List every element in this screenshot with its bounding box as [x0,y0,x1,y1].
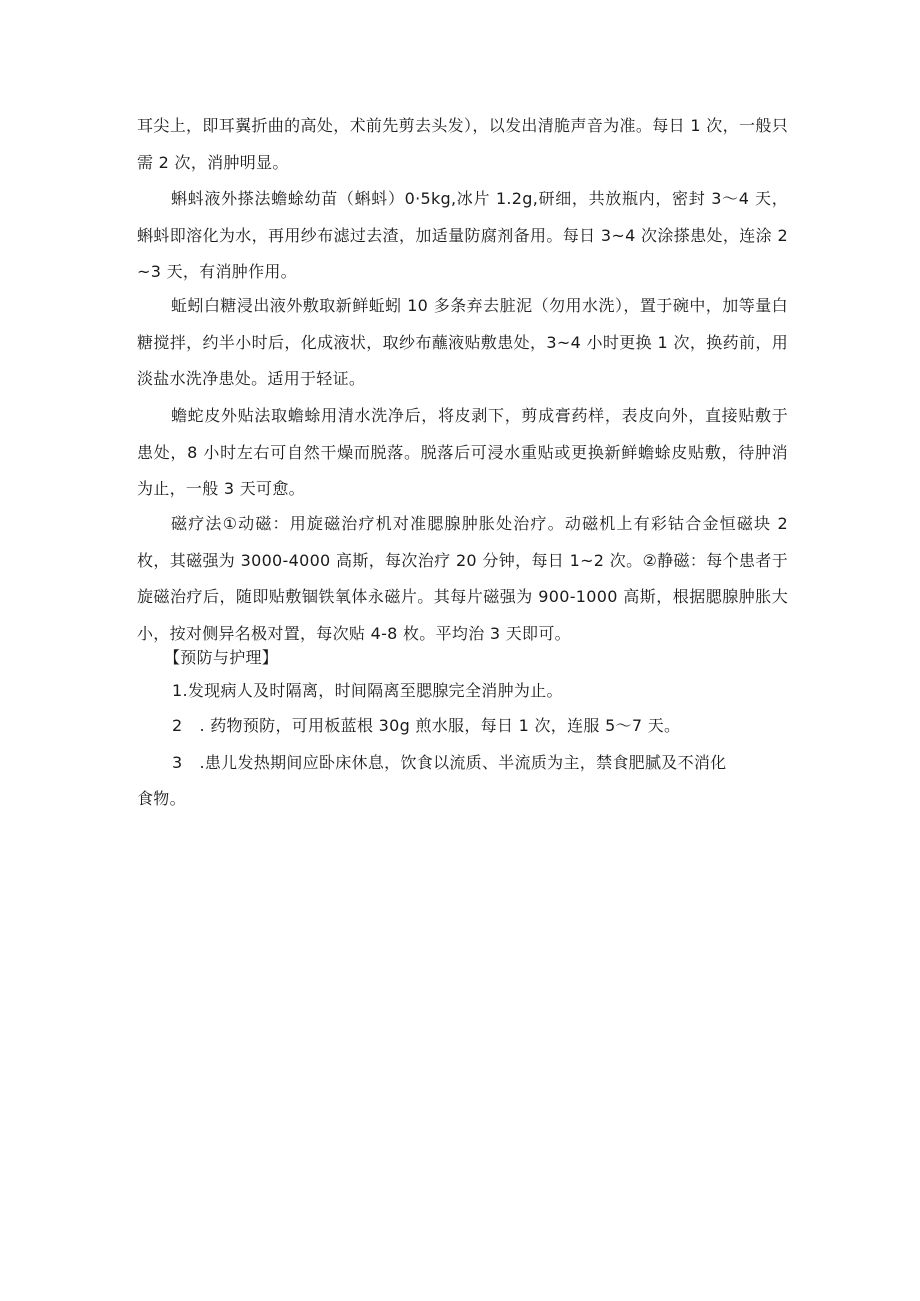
paragraph-continuation [137,108,788,181]
list-text: . 药物预防，可用板蓝根 30g 煎水服，每日 1 次，连服 5～7 天。 [199,716,681,735]
list-item [172,708,680,745]
paragraph-toad-skin [137,398,788,508]
paragraph-text: 耳尖上，即耳翼折曲的高处，术前先剪去头发），以发出清脆声音为准。每日 1 次，一般只需 2 次，消肿明显。 [137,116,788,172]
paragraph-text: 磁疗法①动磁：用旋磁治疗机对准腮腺肿胀处治疗。动磁机上有彩钴合金恒磁块 2 枚，其磁强为 3000-4000 高斯，每次治疗 20 分钟，每日 1~2 次。②静磁：每个患者于旋磁治疗后，随即贴敷锢铁氧体永磁片。其每片磁强为 900-1000 高斯，根据腮腺肿胀大小，按对侧异名极对置，每次贴 4-8 枚。平均治 3 天即可。 [137,514,788,643]
list-text: .患儿发热期间应卧床休息，饮食以流质、半流质为主，禁食肥腻及不消化 [199,753,727,772]
list-number: 3 [172,753,183,772]
paragraph-text: 蟾蛇皮外贴法取蟾蜍用清水洗净后，将皮剥下，剪成膏药样，表皮向外，直接贴敷于患处，8 小时左右可自然干燥而脱落。脱落后可浸水重贴或更换新鲜蟾蜍皮贴敷，待肿消为止，一般 3 天可愈。 [137,406,788,498]
list-item [172,745,726,782]
list-item [172,673,563,710]
paragraph-text: 蚯蚓白糖浸出液外敷取新鲜蚯蚓 10 多条弃去脏泥（勿用水洗），置于碗中，加等量白糖搅拌，约半小时后，化成液状，取纱布蘸液贴敷患处，3~4 小时更换 1 次，换药前，用淡盐水洗净患处。适用于轻证。 [137,296,788,388]
paragraph-text: 蝌蚪液外搽法蟾蜍幼苗（蝌蚪）0·5kg,冰片 1.2g,研细，共放瓶内，密封 3～4 天，蝌蚪即溶化为水，再用纱布滤过去渣，加适量防腐剂备用。每日 3~4 次涂搽患处，连涂 2~3 天，有消肿作用。 [137,189,788,281]
paragraph-magnetic-therapy [137,506,788,652]
paragraph-earthworm-sugar [137,288,788,398]
list-number: 1. [172,681,188,700]
section-heading: 【预防与护理】 [164,648,279,667]
list-number: 2 [172,716,183,735]
paragraph-tadpole-liquid [137,181,788,291]
list-item-continuation: 食物。 [137,789,186,808]
list-text: 发现病人及时隔离，时间隔离至腮腺完全消肿为止。 [187,681,563,700]
